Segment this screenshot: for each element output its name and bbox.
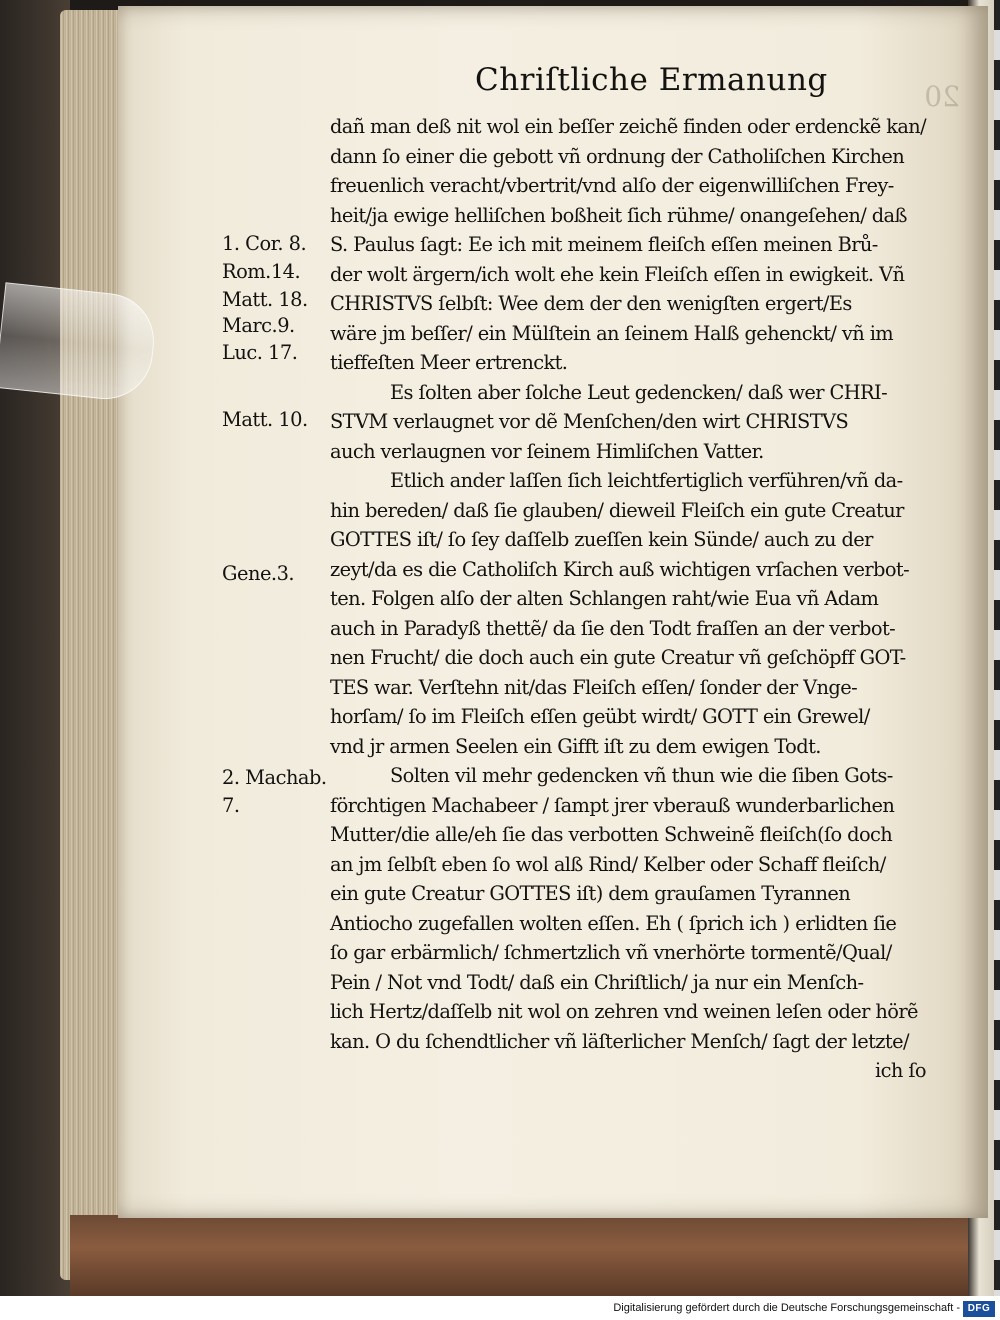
dfg-logo: DFG — [963, 1301, 995, 1317]
margin-note: 1. Cor. 8. — [222, 232, 307, 255]
margin-note: Matt. 18. — [222, 288, 308, 311]
text-line: an jm ſelbſt eben ſo wol alß Rind/ Kelber oder Schaff fleiſch/ — [330, 852, 886, 876]
text-line: GOTTES iſt/ ſo ſey daſſelb zueſſen kein Sünde/ auch zu der — [330, 528, 873, 551]
text-line: Solten vil mehr gedencken vñ thun wie die ſiben Gots- — [390, 764, 893, 787]
margin-note: Matt. 10. — [222, 408, 308, 431]
text-line: tieffeſten Meer ertrenckt. — [330, 351, 568, 374]
text-line: heit/ja ewige helliſchen boßheit ſich rühme/ onangeſehen/ daß — [330, 203, 907, 227]
text-line: TES war. Verſtehn nit/das Fleiſch eſſen/ ſonder der Vnge- — [330, 675, 858, 699]
text-line: hin bereden/ daß ſie glauben/ dieweil Fleiſch ein gute Creatur — [330, 498, 904, 522]
margin-note: 7. — [222, 794, 240, 817]
margin-note: Luc. 17. — [222, 341, 298, 364]
margin-note: Rom.14. — [222, 260, 301, 283]
margin-note: Gene.3. — [222, 562, 295, 585]
text-line: auch verlaugnen vor ſeinem Himliſchen Vatter. — [330, 439, 764, 463]
text-line: freuenlich veracht/vbertrit/vnd alſo der eigenwilliſchen Frey- — [330, 174, 894, 197]
main-text — [330, 112, 926, 1082]
text-line: dann ſo einer die gebott vñ ordnung der Catholiſchen Kirchen — [330, 144, 905, 168]
text-line: Es ſolten aber ſolche Leut gedencken/ daß wer CHRI- — [390, 380, 888, 404]
running-head: Chriſtliche Ermanung — [475, 62, 828, 98]
text-line: CHRISTVS ſelbſt: Wee dem der den wenigſten ergert/Es — [330, 292, 852, 315]
leather-binding — [70, 1215, 1000, 1296]
text-line: ten. Folgen alſo der alten Schlangen raht/wie Eua vñ Adam — [330, 587, 879, 610]
text-line: Pein / Not vnd Todt/ daß ein Chriſtlich/ ja nur ein Menſch- — [330, 970, 864, 994]
margin-note: 2. Machab. — [222, 766, 327, 789]
show-through-page-number: 20 — [924, 80, 960, 113]
text-line: horſam/ ſo im Fleiſch eſſen geübt wirdt/ GOTT ein Grewel/ — [330, 705, 870, 728]
text-line: zeyt/da es die Catholiſch Kirch auß wichtigen vrſachen verbot- — [330, 557, 910, 581]
text-line: wäre jm beſſer/ ein Mülſtein an ſeinem Halß gehenckt/ vñ im — [330, 321, 894, 345]
digitization-credit: Digitalisierung gefördert durch die Deutsche Forschungsgemeinschaft - — [613, 1302, 960, 1314]
text-line: der wolt ärgern/ich wolt ehe kein Fleiſch eſſen in ewigkeit. Vñ — [330, 262, 905, 286]
text-line: Mutter/die alle/eh ſie das verbotten Schweinẽ fleiſch(ſo doch — [330, 823, 893, 846]
catchword: ich ſo — [875, 1059, 926, 1082]
text-line: förchtigen Machabeer / ſampt jrer vberauß wunderbarlichen — [330, 793, 895, 817]
text-line: S. Paulus ſagt: Ee ich mit meinem fleiſch eſſen meinen Brů- — [330, 233, 878, 256]
text-line: Etlich ander laſſen ſich leichtfertiglich verführen/vñ da- — [390, 469, 903, 492]
text-line: vnd jr armen Seelen ein Gifft iſt zu dem ewigen Todt. — [330, 734, 821, 758]
scale-ruler — [994, 0, 1000, 1296]
margin-note: Marc.9. — [222, 314, 295, 337]
text-line: auch in Paradyß thettẽ/ da ſie den Todt fraſſen an der verbot- — [330, 616, 896, 640]
page-fore-edge — [60, 10, 124, 1280]
text-line: dañ man deß nit wol ein beſſer zeichẽ finden oder erdenckẽ kan/ — [330, 115, 926, 138]
text-line: lich Hertz/daſſelb nit wol on zehren vnd weinen leſen oder hörẽ — [330, 1000, 918, 1023]
text-line: Antiocho zugefallen wolten eſſen. Eh ( ſprich ich ) erlidten ſie — [330, 911, 897, 935]
text-line: ſo gar erbärmlich/ ſchmertzlich vñ vnerhörte tormentẽ/Qual/ — [330, 941, 892, 964]
text-line: nen Frucht/ die doch auch ein gute Creatur vñ geſchöpff GOT- — [330, 646, 906, 669]
text-line: kan. O du ſchendtlicher vñ läſterlicher Menſch/ ſagt der letzte/ — [330, 1029, 909, 1053]
text-line: ein gute Creatur GOTTES iſt) dem grauſamen Tyrannen — [330, 882, 851, 905]
text-line: STVM verlaugnet vor dẽ Menſchen/den wirt CHRISTVS — [330, 410, 849, 433]
